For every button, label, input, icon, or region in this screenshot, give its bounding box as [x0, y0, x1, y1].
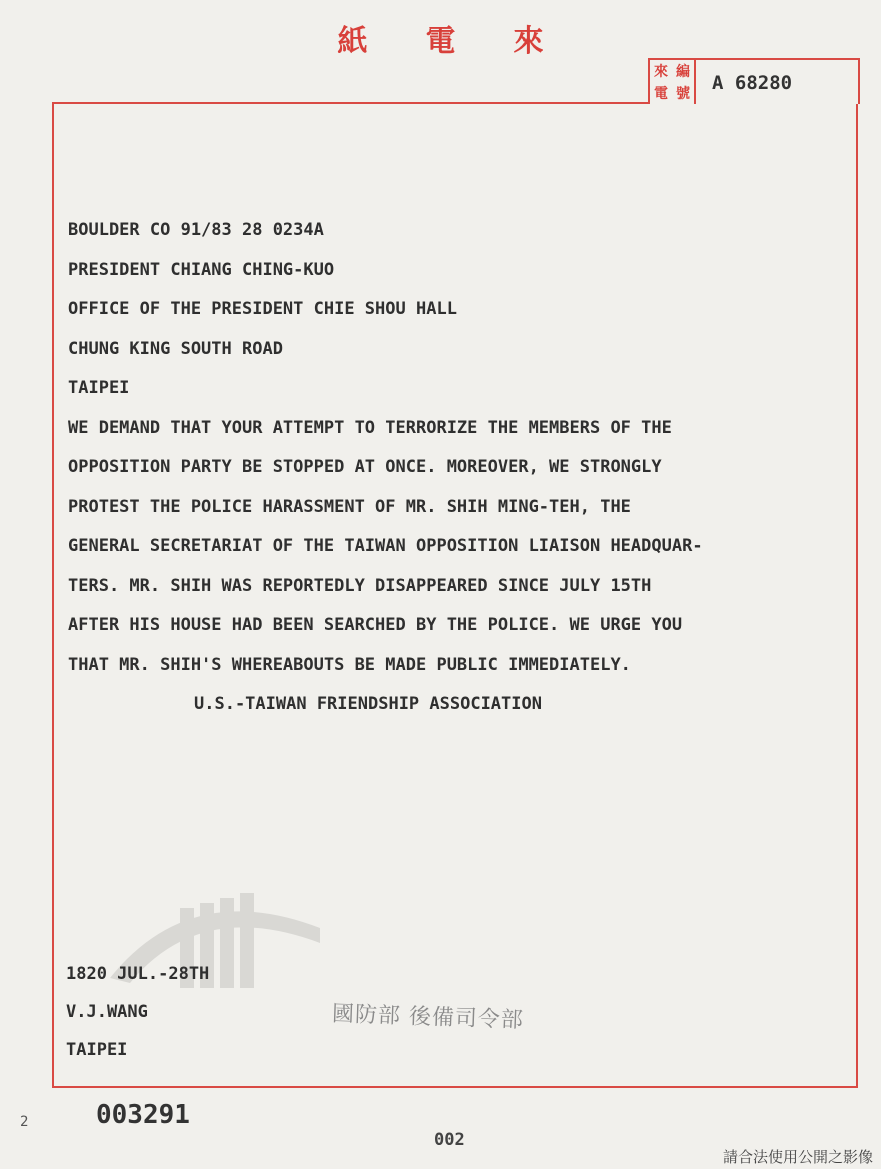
message-line: WE DEMAND THAT YOUR ATTEMPT TO TERRORIZE THE MEMBERS OF THE	[68, 417, 672, 438]
message-line: BOULDER CO 91/83 28 0234A	[68, 220, 324, 240]
message-line: OFFICE OF THE PRESIDENT CHIE SHOU HALL	[68, 299, 457, 319]
serial-number-box	[648, 58, 860, 104]
label-char: 電	[654, 86, 668, 102]
message-line: PROTEST THE POLICE HARASSMENT OF MR. SHIH MING-TEH, THE	[68, 496, 631, 517]
serial-number-value: A 68280	[712, 72, 793, 94]
archive-usage-note: 請合法使用公開之影像	[722, 1148, 873, 1166]
message-line: PRESIDENT CHIANG CHING-KUO	[68, 259, 335, 280]
label-char: 號	[676, 86, 690, 102]
stamp-number: 003291	[96, 1100, 190, 1130]
page-mark: 002	[434, 1130, 465, 1150]
message-line: TAIPEI	[68, 378, 130, 398]
telegram-message	[68, 216, 868, 730]
title-char: 來	[513, 24, 544, 59]
message-line: AFTER HIS HOUSE HAD BEEN SEARCHED BY THE POLICE. WE URGE YOU	[68, 615, 683, 635]
label-char: 編	[676, 64, 690, 80]
title-char: 電	[425, 24, 456, 59]
message-line: TERS. MR. SHIH WAS REPORTEDLY DISAPPEARED SINCE JULY 15TH	[68, 575, 652, 596]
message-line: GENERAL SECRETARIAT OF THE TAIWAN OPPOSITION LIAISON HEADQUAR-	[68, 536, 703, 556]
footer-line: TAIPEI	[66, 1040, 128, 1060]
message-line: THAT MR. SHIH'S WHEREABOUTS BE MADE PUBLIC IMMEDIATELY.	[68, 654, 631, 675]
message-line: OPPOSITION PARTY BE STOPPED AT ONCE. MOREOVER, WE STRONGLY	[68, 457, 662, 477]
margin-mark: 2	[20, 1114, 29, 1130]
footer-line: V.J.WANG	[66, 1002, 148, 1022]
handwritten-note: 國防部 後備司令部	[331, 1001, 525, 1034]
telegram-title	[0, 16, 881, 60]
signature-line: U.S.-TAIWAN FRIENDSHIP ASSOCIATION	[194, 694, 542, 714]
serial-number-label	[650, 60, 696, 104]
telegram-footer	[66, 960, 209, 1074]
label-char: 來	[654, 64, 668, 80]
message-line: CHUNG KING SOUTH ROAD	[68, 338, 283, 359]
footer-line: 1820 JUL.-28TH	[66, 964, 210, 984]
title-char: 紙	[337, 24, 368, 59]
